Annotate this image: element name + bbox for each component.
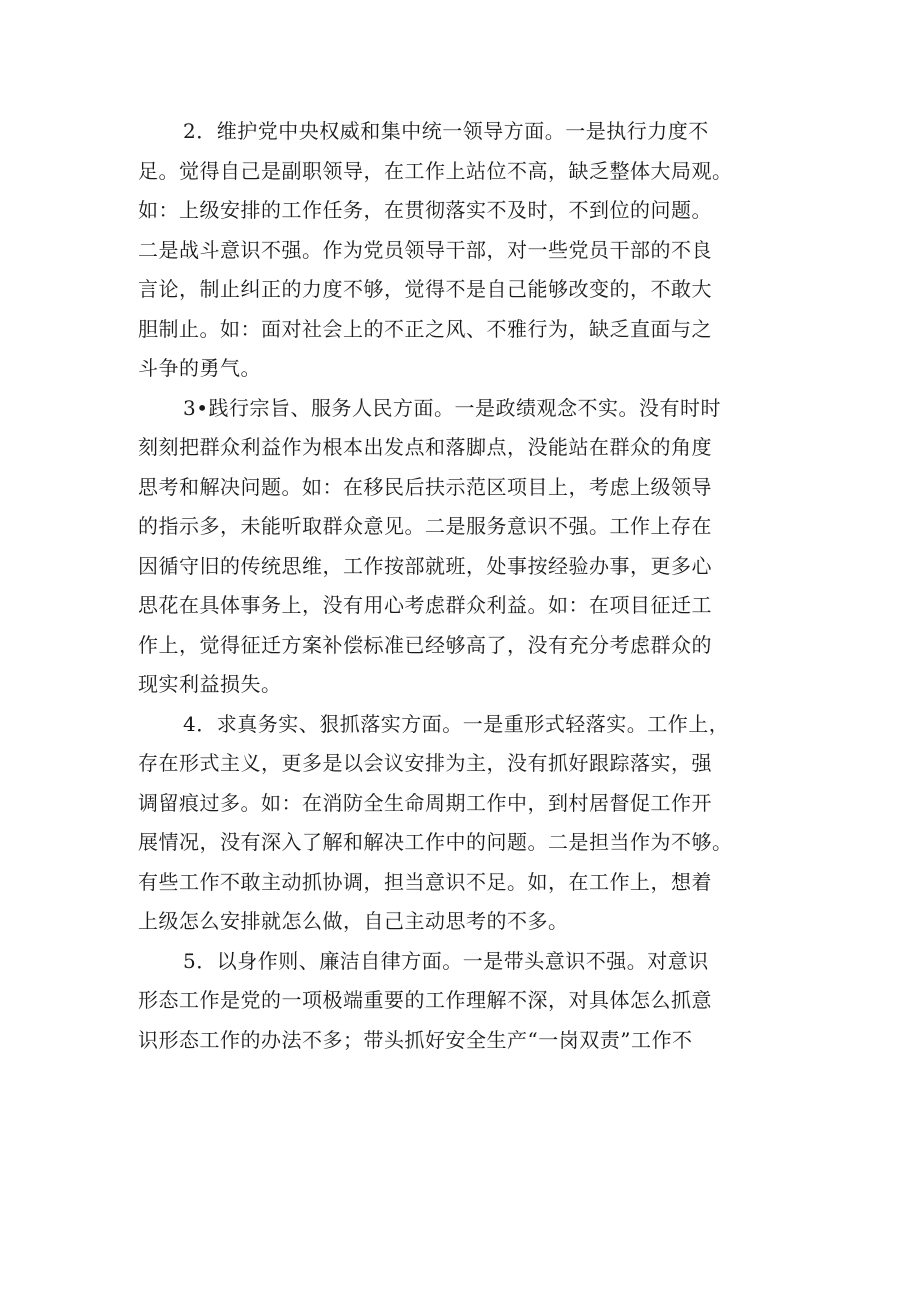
- text-line: 言论，制止纠正的力度不够，觉得不是自己能够改变的，不敢大: [138, 277, 712, 301]
- paragraph-3: [138, 389, 810, 705]
- text-line: 思花在具体事务上，没有用心考虑群众利益。如：在项目征迁工: [138, 593, 712, 617]
- text-line: 作上，觉得征迁方案补偿标准已经够高了，没有充分考虑群众的: [138, 632, 712, 657]
- text-line: 5．以身作则、廉洁自律方面。一是带头意识不强。对意识: [183, 948, 709, 973]
- paragraph-5: [138, 942, 810, 1061]
- text-line: 现实利益损失。: [138, 672, 282, 696]
- text-line: 有些工作不敢主动抓协调，担当意识不足。如，在工作上，想着: [138, 869, 712, 894]
- text-line: 上级怎么安排就怎么做，自己主动思考的不多。: [138, 909, 569, 933]
- text-line: 调留痕过多。如：在消防全生命周期工作中，到村居督促工作开: [138, 790, 712, 815]
- text-line: 4．求真务实、狠抓落实方面。一是重形式轻落实。工作上，: [183, 711, 730, 736]
- text-line: 的指示多，未能听取群众意见。二是服务意识不强。工作上存在: [138, 514, 712, 538]
- text-line: 因循守旧的传统思维，工作按部就班，处事按经验办事，更多心: [138, 553, 712, 578]
- text-line: 二是战斗意识不强。作为党员领导干部，对一些党员干部的不良: [138, 237, 712, 262]
- text-line: 形态工作是党的一项极端重要的工作理解不深，对具体怎么抓意: [138, 988, 712, 1012]
- text-line: 如：上级安排的工作任务，在贯彻落实不及时，不到位的问题。: [138, 198, 712, 222]
- text-line: 3•践行宗旨、服务人民方面。一是政绩观念不实。没有时时: [183, 395, 722, 420]
- document-body: [138, 112, 810, 1060]
- text-line: 存在形式主义，更多是以会议安排为主，没有抓好跟踪落实，强: [138, 751, 712, 775]
- text-line: 展情况，没有深入了解和解决工作中的问题。二是担当作为不够。: [138, 830, 733, 854]
- paragraph-2: [138, 112, 810, 389]
- text-line: 刻刻把群众利益作为根本出发点和落脚点，没能站在群众的角度: [138, 435, 712, 459]
- text-line: 足。觉得自己是副职领导，在工作上站位不高，缺乏整体大局观。: [138, 158, 733, 183]
- paragraph-4: [138, 705, 810, 942]
- text-line: 思考和解决问题。如：在移民后扶示范区项目上，考虑上级领导: [138, 474, 712, 499]
- text-line: 识形态工作的办法不多；带头抓好安全生产“一岗双责”工作不: [138, 1027, 693, 1052]
- text-line: 斗争的勇气。: [138, 356, 261, 380]
- text-line: 2．维护党中央权威和集中统一领导方面。一是执行力度不: [183, 119, 709, 143]
- text-line: 胆制止。如：面对社会上的不正之风、不雅行为，缺乏直面与之: [138, 316, 712, 341]
